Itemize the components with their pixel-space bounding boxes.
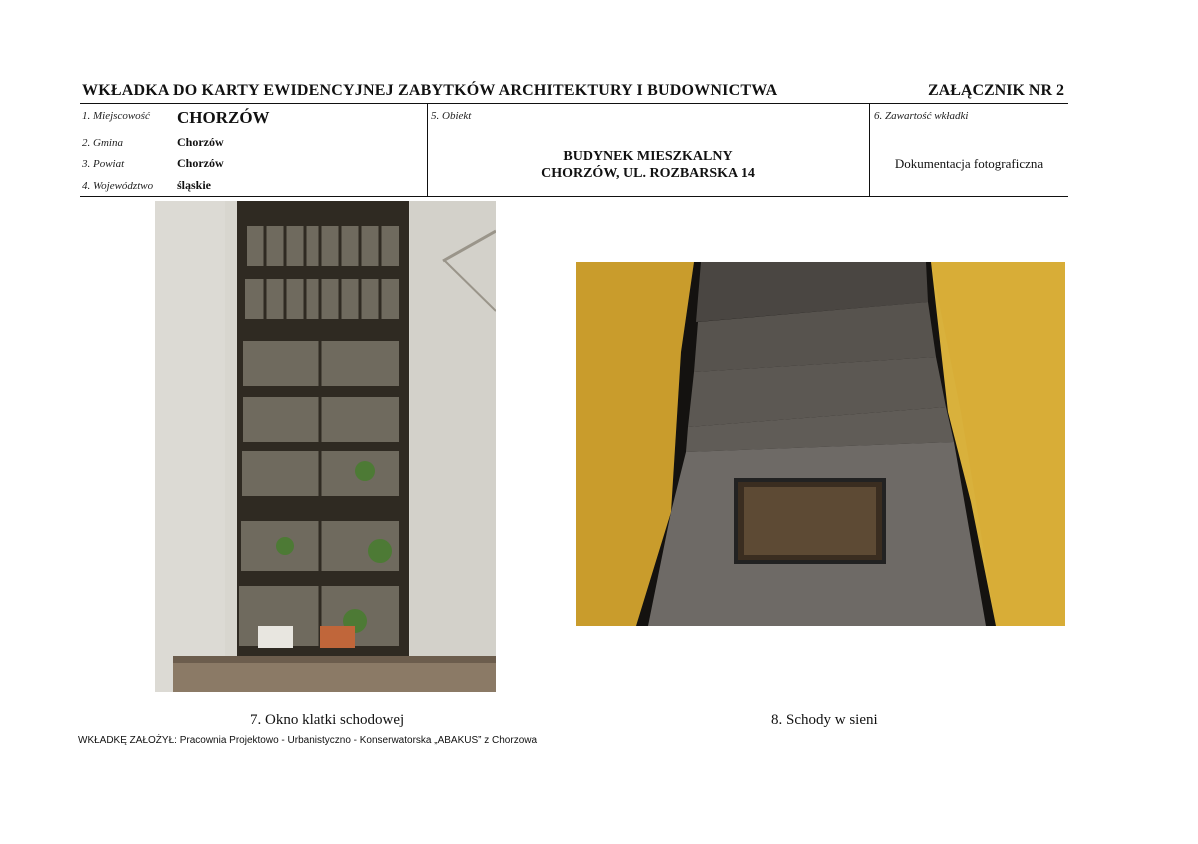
object-name: [428, 148, 868, 182]
voivodeship-label: 4. Województwo: [82, 180, 154, 192]
footer-author: WKŁADKĘ ZAŁOŻYŁ: Pracownia Projektowo - Urbanistyczno - Konserwatorska „ABAKUS” z Chorzowa: [78, 735, 538, 746]
county-value: Chorzów: [177, 156, 224, 170]
locality-value: CHORZÓW: [177, 108, 270, 127]
commune-label: 2. Gmina: [82, 137, 123, 149]
object-type: BUDYNEK MIESZKALNY: [563, 149, 733, 164]
table-bottom-rule: [80, 196, 1068, 197]
annex-number: ZAŁĄCZNIK NR 2: [927, 82, 1064, 99]
photo-8-caption: 8. Schody w sieni: [771, 712, 878, 728]
county-label: 3. Powiat: [82, 158, 125, 170]
table-top-rule: [80, 103, 1068, 104]
card-title: WKŁADKA DO KARTY EWIDENCYJNEJ ZABYTKÓW ARCHITEKTURY I BUDOWNICTWA: [82, 82, 778, 99]
window-photo-illustration: [155, 201, 496, 692]
photo-7-caption: 7. Okno klatki schodowej: [250, 712, 405, 728]
commune-value: Chorzów: [177, 135, 224, 149]
stairs-photo-illustration: [576, 262, 1065, 626]
object-label: 5. Obiekt: [431, 110, 472, 122]
voivodeship-value: śląskie: [177, 178, 212, 192]
column-divider: [869, 104, 870, 196]
locality-label: 1. Miejscowość: [82, 110, 150, 122]
contents-value: Dokumentacja fotograficzna: [894, 156, 1044, 171]
photo-staircase-window: [155, 201, 496, 692]
photo-hallway-stairs: [576, 262, 1065, 626]
contents-label: 6. Zawartość wkładki: [874, 110, 969, 122]
object-address: CHORZÓW, UL. ROZBARSKA 14: [541, 166, 755, 181]
